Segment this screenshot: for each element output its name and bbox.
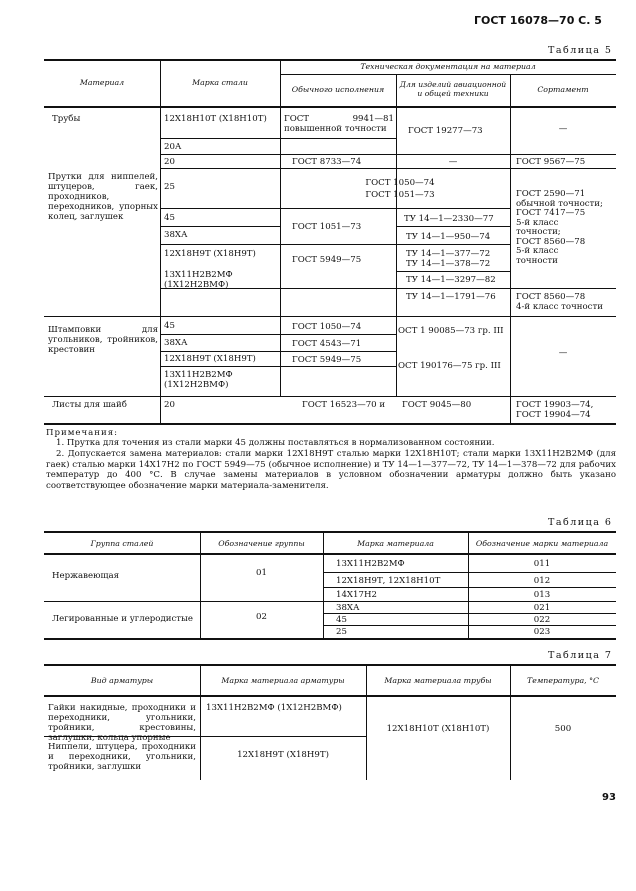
aviation-cell: ГОСТ 19277—73 <box>408 126 483 136</box>
t6-code: 011 <box>533 559 551 569</box>
regular-cell: ГОСТ 16523—70 и <box>302 400 386 410</box>
grade-cell: 20 <box>164 157 175 167</box>
t6-col-grade-header: Марка материала <box>357 539 434 548</box>
aviation-cell: ТУ 14—1—1791—76 <box>406 292 496 302</box>
aviation-cell: ОСТ 1 90085—73 гр. III <box>398 326 504 336</box>
t6-grade: 38ХА <box>336 603 360 613</box>
grade-cell: 13Х11Н2В2МФ (1Х12Н2ВМФ) <box>164 270 233 290</box>
regular-cell: ГОСТ 4543—71 <box>292 339 362 349</box>
grade-cell: 20 <box>164 400 175 410</box>
t7-col-pipe-header: Марка материала трубы <box>384 676 492 685</box>
regular-cell: ГОСТ 1051—73 <box>365 190 435 200</box>
t6-code: 023 <box>533 627 551 637</box>
t6-code: 022 <box>533 615 551 625</box>
t6-code: 012 <box>533 576 551 586</box>
t7-temp: 500 <box>554 724 572 734</box>
aviation-cell: ТУ 14—1—3297—82 <box>406 275 496 285</box>
col-grade-header: Марка стали <box>192 78 248 87</box>
t6-group-alloy: Легированные и углеродистые <box>52 614 193 624</box>
table6-caption: Таблица 6 <box>548 517 613 528</box>
t6-code: 021 <box>533 603 551 613</box>
t6-col-group-code-header: Обозначение группы <box>218 539 305 548</box>
t6-col-group-header: Группа сталей <box>90 539 154 548</box>
aviation-cell: ТУ 14—1—2330—77 <box>404 214 494 224</box>
t6-grade: 12Х18Н9Т, 12Х18Н10Т <box>336 576 441 586</box>
aviation-cell: ТУ 14—1—950—74 <box>406 232 491 242</box>
t6-code: 013 <box>533 590 551 600</box>
grade-cell: 12Х18Н9Т (Х18Н9Т) <box>164 249 256 259</box>
t7-col-temp-header: Температура, °С <box>527 676 599 685</box>
grade-cell: 12Х18Н9Т (Х18Н9Т) <box>164 354 256 364</box>
assortment-cell: ГОСТ 9567—75 <box>516 157 586 167</box>
t6-grade: 45 <box>336 615 347 625</box>
col-aviation-header: Для изделий авиационной и общей техники <box>399 80 507 98</box>
aviation-cell: ТУ 14—1—377—72 <box>406 249 491 259</box>
aviation-cell: ОСТ 190176—75 гр. III <box>398 361 501 371</box>
aviation-cell: — <box>448 157 458 167</box>
row-rods-label: Прутки для ниппелей, штуцеров, гаек, проходников, переходников, упорных колец, заглушек <box>48 172 158 222</box>
grade-cell: 13Х11Н2В2МФ (1Х12Н2ВМФ) <box>164 370 233 390</box>
notes-title: Примечания: <box>46 428 119 438</box>
row-pipes-label: Трубы <box>52 114 81 124</box>
col-assortment-header: Сортамент <box>537 85 589 94</box>
grade-cell: 20А <box>164 142 182 152</box>
table5-caption: Таблица 5 <box>548 45 613 56</box>
t7-row1-kind: Гайки накидные, проходники и переходники, угольники, тройники, крестовины, заглушки, кольца упорные <box>48 703 196 743</box>
t7-col-fitting-header: Марка материала арматуры <box>221 676 345 685</box>
regular-cell: ГОСТ 1050—74 <box>292 322 362 332</box>
regular-cell: ГОСТ 5949—75 <box>292 255 362 265</box>
page-header: ГОСТ 16078—70 С. 5 <box>474 14 602 27</box>
table7-caption: Таблица 7 <box>548 650 613 661</box>
grade-cell: 45 <box>164 213 175 223</box>
grade-cell: 25 <box>164 182 175 192</box>
assortment-cell: ГОСТ 8560—78 4-й класс точности <box>516 292 603 312</box>
grade-cell: 38ХА <box>164 230 188 240</box>
t6-grade: 25 <box>336 627 347 637</box>
assortment-cell: — <box>558 348 568 358</box>
row-sheets-label: Листы для шайб <box>52 400 127 410</box>
regular-cell: ГОСТ 1050—74 <box>365 178 435 188</box>
t6-group-stainless: Нержавеющая <box>52 571 120 581</box>
t6-col-grade-code-header: Обозначение марки материала <box>475 539 609 548</box>
assortment-cell: ГОСТ 2590—71 обычной точности; ГОСТ 7417—75 5-й класс точности; ГОСТ 8560—78 5-й класс точности <box>516 189 603 266</box>
regular-cell: ГОСТ 5949—75 <box>292 355 362 365</box>
regular-cell: ГОСТ 1051—73 <box>292 222 362 232</box>
t7-col-kind-header: Вид арматуры <box>90 676 154 685</box>
t7-row1-grade: 13Х11Н2В2МФ (1Х12Н2ВМФ) <box>206 703 342 713</box>
t7-row2-kind: Ниппели, штуцера, проходники и переходники, угольники, тройники, заглушки <box>48 742 196 772</box>
aviation-cell: ТУ 14—1—378—72 <box>406 259 491 269</box>
page-number: 93 <box>602 792 616 803</box>
regular-cell: ГОСТ 8733—74 <box>292 157 362 167</box>
grade-cell: 38ХА <box>164 338 188 348</box>
col-techdoc-header: Техническая документация на материал <box>360 62 536 71</box>
grade-cell: 12Х18Н10Т (Х18Н10Т) <box>164 114 267 124</box>
t6-group-stainless-code: 01 <box>256 568 267 578</box>
note-2: 2. Допускается замена материалов: стали марки 12Х18Н9Т сталью марки 12Х18Н10Т; стали марки 13Х11Н2В2МФ (для гаек) сталью марки 14Х17Н2 по ГОСТ 5949—75 (обычное исполнение) и ТУ 14—1—377—72, ТУ 14—1—378—72 для рабочих температур до 400 °С. В случае замены материалов в условном обозначении арматуры должно быть указано соответствующее обозначение марки материала-заменителя. <box>46 449 616 491</box>
grade-cell: 45 <box>164 321 175 331</box>
row-stampings-label: Штамповки для угольников, тройников, крестовин <box>48 325 158 355</box>
regular-cell: ГОСТ 9941—81 повышенной точности <box>284 114 394 134</box>
t6-grade: 13Х11Н2В2МФ <box>336 559 405 569</box>
assortment-cell: ГОСТ 19903—74, ГОСТ 19904—74 <box>516 400 594 420</box>
t6-grade: 14Х17Н2 <box>336 590 377 600</box>
note-1: 1. Прутка для точения из стали марки 45 должны поставляться в нормализованном состоянии. <box>56 438 495 448</box>
assortment-cell: — <box>558 124 568 134</box>
t7-pipe-grade: 12Х18Н10Т (Х18Н10Т) <box>386 724 490 734</box>
regular-cell: ГОСТ 9045—80 <box>402 400 472 410</box>
col-regular-header: Обычного исполнения <box>291 85 385 94</box>
col-material-header: Материал <box>79 78 125 87</box>
t6-group-alloy-code: 02 <box>256 612 267 622</box>
t7-row2-grade: 12Х18Н9Т (Х18Н9Т) <box>237 750 329 760</box>
